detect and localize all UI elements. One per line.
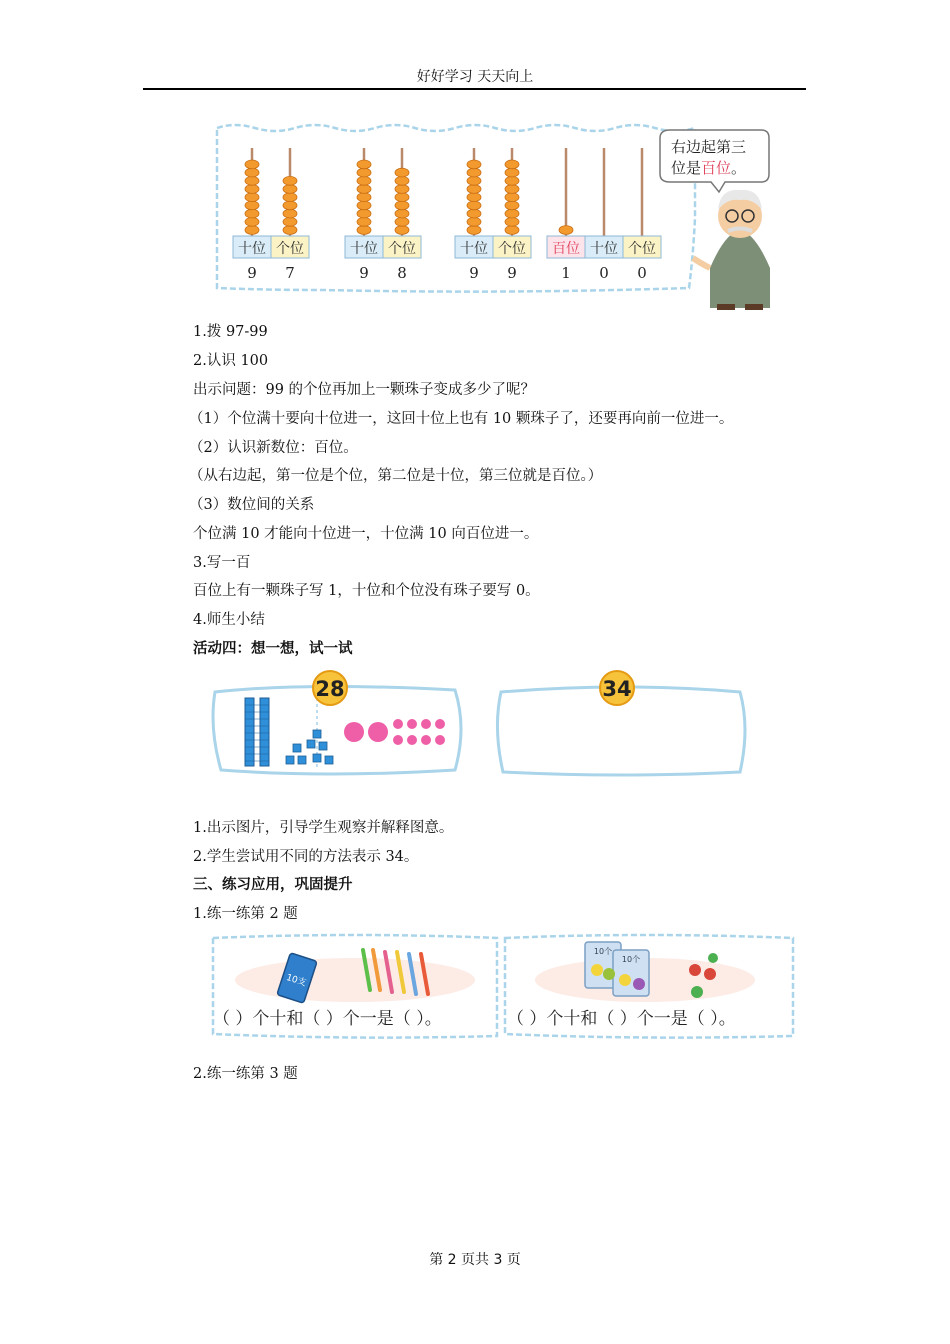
abacus-bead: [357, 168, 371, 177]
abacus-bead: [467, 176, 481, 185]
abacus-bead: [283, 176, 297, 185]
place-value-label: 个位: [498, 241, 526, 257]
abacus-bead: [505, 209, 519, 218]
abacus-bead: [467, 185, 481, 194]
abacus-bead: [283, 201, 297, 210]
abacus-digit: 9: [359, 264, 369, 282]
abacus-bead: [245, 193, 259, 202]
abacus-bead: [357, 201, 371, 210]
badge-28: 28: [315, 677, 345, 701]
text-line-4: （1）个位满十要向十位进一，这回十位上也有 10 颗珠子了，还要再向前一位进一。: [189, 411, 734, 427]
abacus-digit: 1: [561, 264, 571, 282]
text-line-12: 1.出示图片，引导学生观察并解释图意。: [193, 820, 454, 836]
abacus-bead: [395, 201, 409, 210]
text-line-11: 4.师生小结: [193, 612, 265, 628]
place-value-label: 十位: [460, 241, 488, 257]
abacus-digit: 9: [507, 264, 517, 282]
text-line-3: 出示问题：99 的个位再加上一颗珠子变成多少了呢？: [193, 382, 536, 398]
abacus-bead: [467, 209, 481, 218]
abacus-bead: [467, 226, 481, 235]
abacus-bead: [245, 217, 259, 226]
activity-figure: [205, 668, 750, 783]
abacus-bead: [467, 193, 481, 202]
place-value-label: 十位: [350, 241, 378, 257]
abacus-bead: [357, 193, 371, 202]
abacus-bead: [395, 176, 409, 185]
page-footer: 第 2 页共 3 页: [429, 1252, 521, 1268]
abacus-bead: [505, 217, 519, 226]
text-line-13: 2.学生尝试用不同的方法表示 34。: [193, 849, 419, 865]
abacus-bead: [357, 160, 371, 169]
abacus-bead: [505, 185, 519, 194]
text-line-2: 2.认识 100: [193, 353, 269, 369]
abacus-bead: [357, 176, 371, 185]
left-sentence: （ ）个十和（ ）个一是（ ）。: [213, 1009, 442, 1029]
abacus-bead: [395, 226, 409, 235]
abacus-bead: [395, 185, 409, 194]
abacus-bead: [505, 168, 519, 177]
place-value-label: 个位: [388, 241, 416, 257]
right-sentence: （ ）个十和（ ）个一是（ ）。: [507, 1009, 736, 1029]
abacus-bead: [505, 226, 519, 235]
text-line-7: （3）数位间的关系: [189, 497, 315, 513]
abacus-bead: [283, 226, 297, 235]
abacus-bead: [245, 185, 259, 194]
place-value-label: 个位: [628, 241, 656, 257]
practice-figure: [205, 928, 800, 1040]
text-line-14: 1.练一练第 2 题: [193, 906, 298, 922]
abacus-bead: [357, 217, 371, 226]
speech-bubble: [660, 130, 769, 192]
abacus-bead: [283, 193, 297, 202]
abacus-bead: [505, 201, 519, 210]
abacus-bead: [245, 176, 259, 185]
abacus-bead: [283, 185, 297, 194]
abacus-bead: [357, 209, 371, 218]
speech-highlight: 百位: [701, 159, 732, 177]
badge-34: 34: [602, 677, 632, 701]
abacus-bead: [245, 209, 259, 218]
fruit-bags-icon: [585, 942, 649, 996]
abacus-bead: [395, 193, 409, 202]
abacus-bead: [467, 217, 481, 226]
abacus-bead: [505, 160, 519, 169]
text-line-6: （从右边起，第一位是个位，第二位是十位，第三位就是百位。）: [189, 468, 603, 484]
abacus-bead: [245, 201, 259, 210]
abacus-bead: [395, 217, 409, 226]
abacus-bead: [395, 209, 409, 218]
abacus-bead: [467, 168, 481, 177]
bag-label-1: 10个: [593, 947, 613, 956]
abacus-digit: 8: [397, 264, 407, 282]
abacus-bead: [559, 226, 573, 235]
abacus-digit: 0: [599, 264, 609, 282]
abacus-bead: [467, 201, 481, 210]
abacus-bead: [245, 168, 259, 177]
abacus-bead: [357, 226, 371, 235]
text-line-15: 2.练一练第 3 题: [193, 1066, 298, 1082]
header-rule: [143, 88, 806, 90]
abacus-bead: [505, 176, 519, 185]
abacus-bead: [283, 209, 297, 218]
abacus-bead: [467, 160, 481, 169]
abacus-bead: [245, 160, 259, 169]
section-three-heading: 三、练习应用，巩固提升: [193, 877, 353, 893]
text-line-10: 百位上有一颗珠子写 1，十位和个位没有珠子要写 0。: [193, 583, 540, 599]
abacus-bead: [505, 193, 519, 202]
place-value-label: 百位: [552, 241, 580, 257]
abacus-digit: 7: [285, 264, 295, 282]
bag-label-2: 10个: [621, 955, 641, 964]
speech-line2-suffix: 。: [731, 159, 747, 177]
text-line-1: 1.拨 97-99: [193, 324, 268, 340]
place-value-label: 个位: [276, 241, 304, 257]
text-line-8: 个位满 10 才能向十位进一，十位满 10 向百位进一。: [193, 526, 539, 542]
abacus-figure: [205, 118, 775, 310]
place-value-label: 十位: [590, 241, 618, 257]
svg-text:位是百位。: [671, 159, 746, 177]
text-line-5: （2）认识新数位：百位。: [189, 440, 358, 456]
activity-four-heading: 活动四：想一想，试一试: [193, 641, 353, 657]
abacus-bead: [283, 217, 297, 226]
place-value-label: 十位: [238, 241, 266, 257]
speech-line2-prefix: 位是: [671, 159, 702, 177]
abacus-bead: [357, 185, 371, 194]
speech-line1: 右边起第三: [671, 138, 747, 156]
abacus-digit: 9: [469, 264, 479, 282]
page-header: 好好学习 天天向上: [416, 69, 534, 85]
abacus-digit: 0: [637, 264, 647, 282]
abacus-bead: [395, 168, 409, 177]
abacus-digit: 9: [247, 264, 257, 282]
abacus-bead: [245, 226, 259, 235]
text-line-9: 3.写一百: [193, 555, 251, 571]
teacher-icon: [693, 190, 770, 310]
box-label: 10支: [284, 972, 308, 989]
